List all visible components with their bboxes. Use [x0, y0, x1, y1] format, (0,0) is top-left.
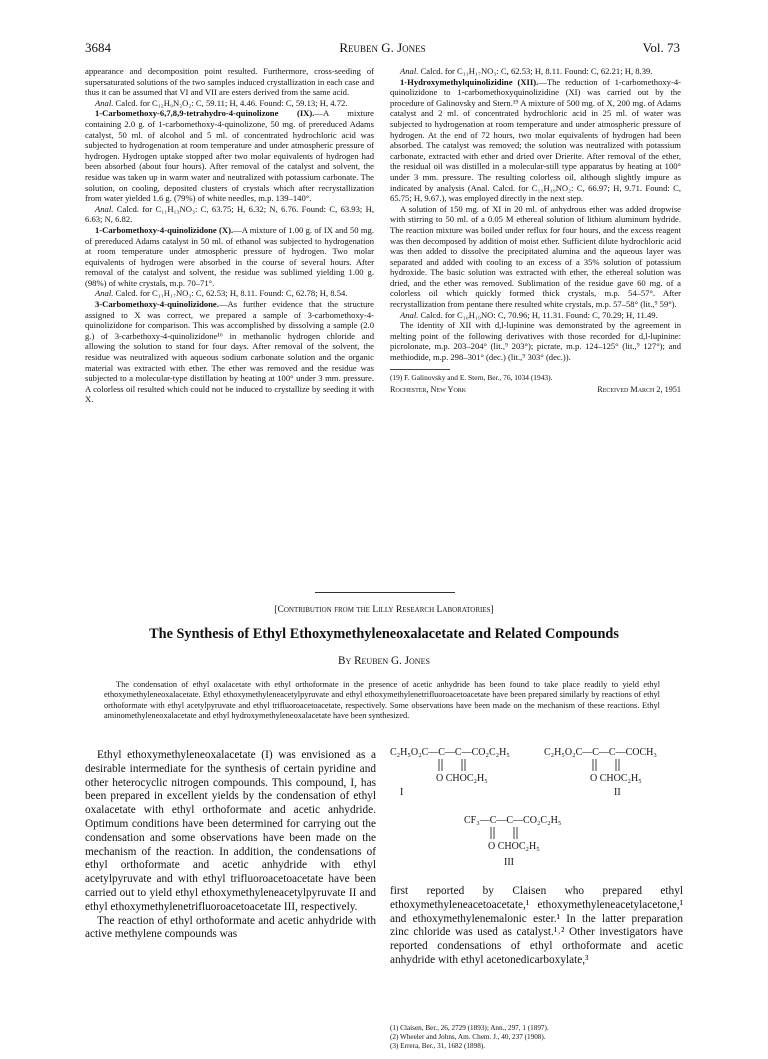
- paragraph: [85, 225, 374, 289]
- structure-I-substituents: O CHOC₂H₅: [436, 773, 488, 784]
- intro-right-column: [390, 885, 683, 968]
- article-footnotes: [390, 1024, 683, 1050]
- structure-II-formula: C₂H₅O₂C—C—C—COCH₃: [544, 747, 657, 758]
- contribution-line: [Contribution from the Lilly Research Laboratories]: [274, 604, 494, 615]
- paragraph: [390, 77, 681, 204]
- anal-label: Anal.: [400, 66, 419, 76]
- signature-place: Rochester, New York: [390, 385, 467, 395]
- intro-paragraph: The reaction of ethyl orthoformate and acetic anhydride with active methylene compounds was: [85, 914, 376, 941]
- anal-label: Anal.: [95, 203, 114, 214]
- article-title: The Synthesis of Ethyl Ethoxymethyleneoxalacetate and Related Compounds: [149, 626, 619, 642]
- analysis-text: Calcd. for C₁₀H₁₉NO: C, 70.96; H, 11.31. Found: C, 70.29; H, 11.49.: [420, 309, 658, 320]
- page-number: 3684: [85, 40, 111, 55]
- right-column: [390, 66, 681, 396]
- footnote-rule: [390, 369, 450, 370]
- compound-heading: 3-Carbomethoxy-4-quinolizidone.: [95, 299, 219, 310]
- compound-heading: 1-Hydroxymethylquinolizidine (XII).: [400, 76, 539, 87]
- intro-paragraph: first reported by Claisen who prepared ethyl ethoxymethyleneacetoacetate,¹ ethoxymethyleneacetylacetone,¹ and ethoxymethylenemalonic ester.¹ In the latter preparation zinc chloride was used as catalyst.¹˒² Other investigators have reported condensations of ethyl orthoformate and acetic anhydride with ethyl acetonedicarboxylate,³: [390, 885, 683, 966]
- structure-I-label: I: [400, 787, 404, 798]
- structure-III-formula: CF₃—C—C—CO₂C₂H₅: [464, 815, 562, 826]
- intro-left-column: [85, 749, 376, 942]
- analysis-line: [85, 204, 374, 225]
- footnote: (1) Claisen, Ber., 26, 2729 (1893); Ann., 297, 1 (1897).: [390, 1024, 549, 1032]
- paragraph: [85, 108, 374, 203]
- footnote: (19) F. Galinovsky and E. Stern, Ber., 76, 1034 (1943).: [390, 372, 553, 382]
- structure-II-label: II: [614, 787, 621, 798]
- analysis-line: [390, 66, 681, 77]
- footnote: (2) Wheeler and Johns, Am. Chem. J., 40, 237 (1908).: [390, 1032, 546, 1041]
- chemical-structures-figure: [388, 743, 688, 878]
- analysis-text: Calcd. for C₁₁H₁₇NO₃: C, 62.53; H, 8.11. Found: C, 62.78; H, 8.54.: [115, 288, 348, 299]
- analysis-text: Calcd. for C₁₂H₉N₂O₂: C, 59.11; H, 4.46. Found: C, 59.13; H, 4.72.: [115, 97, 348, 108]
- structure-III-label: III: [504, 857, 514, 868]
- paragraph-text: —A mixture of 1.00 g. of IX and 50 mg. of prereduced Adams catalyst in 50 ml. of ethanol was subjected to hydrogenation at room temperature under atmospheric pressure of hydrogen. Two molar equivalents of hydrogen were absorbed in the course of several hours. After removal of the catalyst and solvent, the residue was sublimed yielding 1.00 g. (98%) of white crystals, m.p. 70–71°.: [85, 224, 374, 288]
- paragraph: A solution of 150 mg. of XI in 20 ml. of anhydrous ether was added dropwise with stirring to 50 ml. of a 0.05 M ethereal solution of lithium aluminum hydride. The reaction mixture was boiled under reflux for four hours, and the excess reagent was then decomposed by addition of moist ether. Sufficient dilute hydrochloric acid was then added to dissolve the precipitated alumina and the aqueous layer was separated and added with cooling to an excess of a 35% solution of potassium hydroxide. The basic solution was extracted with ether, the ethereal solution was dried, and the ether was removed. Sublimation of the residue gave 60 mg. of a colorless oil which quickly formed thick crystals, m.p. 54–57°. After recrystallization from pentane there resulted white crystals, m.p. 57–58° (lit.,⁹ 59°).: [390, 203, 681, 310]
- structure-I-formula: C₂H₅O₂C—C—C—CO₂C₂H₅: [390, 747, 510, 758]
- anal-label: Anal.: [400, 309, 419, 320]
- paragraph-text: —A mixture containing 2.0 g. of 1-carbomethoxy-4-quinolizone, 50 mg. of prereduced Adams catalyst, 50 ml. of alcohol and 5 ml. of concentrated hydrochloric acid was subjected to hydrogenation at room temperature and under atmospheric pressure of hydrogen. Hydrogen uptake stopped after two molar equivalents of hydrogen had been absorbed (about four hours). After removal of the catalyst and solvent, the residue was taken up in warm water and neutralized with potassium carbonate. The solution, on cooling, deposited clusters of crystals which after recrystallization from water yielded 1.6 g. (79%) of white needles, m.p. 139–140°.: [85, 108, 374, 204]
- analysis-line: [85, 98, 374, 109]
- intro-paragraph: Ethyl ethoxymethyleneoxalacetate (I) was envisioned as a desirable intermediate for the synthesis of certain pyridine and other heterocyclic nitrogen compounds. This compound, I, has been prepared in excellent yields by the condensation of ethyl oxalacetate with ethyl orthoformate and acetic anhydride. Optimum conditions have been determined for carrying out the condensation and some observations have been made on the mechanism of the reaction. In addition, the condensations of ethyl orthoformate and acetic anhydride with ethyl acetylpyruvate and with ethyl trifluoroacetoacetate have been carried out to yield ethyl ethoxymethyleneacetylpyruvate II and ethyl ethoxymethylenetrifluoroacetoacetate III, respectively.: [85, 749, 376, 913]
- structure-III-substituents: O CHOC₂H₅: [488, 841, 540, 852]
- running-title: Reuben G. Jones: [339, 40, 426, 55]
- section-divider: [315, 592, 455, 593]
- page-header: [85, 40, 680, 56]
- analysis-line: [85, 288, 374, 299]
- received-date: Received March 2, 1951: [597, 385, 681, 395]
- analysis-text: Calcd. for C₁₁H₁₃NO₃: C, 63.75; H, 6.32; N, 6.76. Found: C, 63.93; H, 6.63; N, 6.82.: [85, 203, 374, 225]
- anal-label: Anal.: [95, 288, 114, 299]
- paragraph: [85, 299, 374, 405]
- paragraph-text: —The reduction of 1-carbomethoxy-4-quinolizidone to 1-carbomethoxyquinolizidine (XI) was carried out by the procedure of Galinovsky and Stern.¹⁹ A mixture of 500 mg. of X, 200 mg. of Adams catalyst and 2 ml. of concentrated hydrochloric acid in 25 ml. of water was subjected to hydrogenation at room temperature and under atmospheric pressure of hydrogen. At the end of 72 hours, two molar equivalents of hydrogen had been absorbed. The catalyst was removed; the solution was neutralized with potassium carbonate, extracted with ether and dried over Drierite. After removal of the ether, the residual oil was distilled in a molecular-still type apparatus by heating at 100° under 3 mm. pressure. The resulting colorless oil, although slightly impure as indicated by analysis (Anal. Calcd. for C₁₁H₁₉NO₂: C, 66.97; H, 9.71. Found: C, 65.75; H, 9.67.), was employed directly in the next step.: [390, 76, 681, 204]
- abstract: The condensation of ethyl oxalacetate with ethyl orthoformate in the presence of acetic anhydride has been found to take place readily to yield ethyl ethoxymethyleneoxalacetate. Ethyl ethoxymethyleneacetylpyruvate and ethyl ethoxymethylenetrifluoroacetoacetate have been prepared similarly by reactions of ethyl orthoformate with ethyl acetylpyruvate and ethyl trifluoroacetoacetate, respectively. Some observations have been made on the mechanism of these reactions. Ethyl aminomethyleneoxalacetate and ethyl hydroxymethyleneoxalacetate have been synthesized.: [104, 680, 660, 721]
- paragraph-text: —As further evidence that the structure assigned to X was correct, we prepared a sample of 3-carbomethoxy-4-quinolizidone for comparison. This was accomplished by dissolving a sample (2.0 g.) of 3-carbethoxy-4-quinolizidone¹⁶ in methanolic hydrogen chloride and allowing the solution to stand for four days. After removal of the solvent, the residue was neutralized with aqueous sodium carbonate solution and the organic material was extracted with ether. The ether was removed and the residue was subjected to a molecular-type distillation by heating at 100° under 3 mm. pressure. A colorless oil resulted which could not be induced to crystallize by seeding it with X.: [85, 299, 374, 405]
- anal-label: Anal.: [95, 97, 114, 108]
- compound-heading: 1-Carbomethoxy-6,7,8,9-tetrahydro-4-quinolizone (IX).: [95, 108, 315, 119]
- volume-label: Vol. 73: [642, 40, 680, 55]
- analysis-line: [390, 310, 681, 321]
- left-column: [85, 66, 374, 405]
- paragraph: The identity of XII with d,l-lupinine was demonstrated by the agreement in melting point of the following derivatives with those recorded for d,l-lupinine: picrolonate, m.p. 203–204° (lit.,⁹ 203°); picrate, m.p. 124–125° (lit.,⁹ 127°); and methiodide, m.p. 298–301° (dec.) (lit.,⁹ 303° (dec.)).: [390, 320, 681, 363]
- footnote: (3) Errera, Ber., 31, 1682 (1898).: [390, 1041, 486, 1050]
- analysis-text: Calcd. for C₁₁H₁₇NO₃: C, 62.53; H, 8.11. Found: C, 62.21; H, 8.39.: [420, 66, 653, 76]
- author-byline: By Reuben G. Jones: [338, 655, 430, 667]
- compound-heading: 1-Carbomethoxy-4-quinolizidone (X).: [95, 224, 234, 235]
- structure-II-substituents: O CHOC₂H₅: [590, 773, 642, 784]
- signature-line: [390, 385, 681, 396]
- paragraph: appearance and decomposition point resulted. Furthermore, cross-seeding of supersaturated solutions of the two samples induced crystallization in each case and thus it can be assumed that VI and VII are esters derived from the same acid.: [85, 66, 374, 98]
